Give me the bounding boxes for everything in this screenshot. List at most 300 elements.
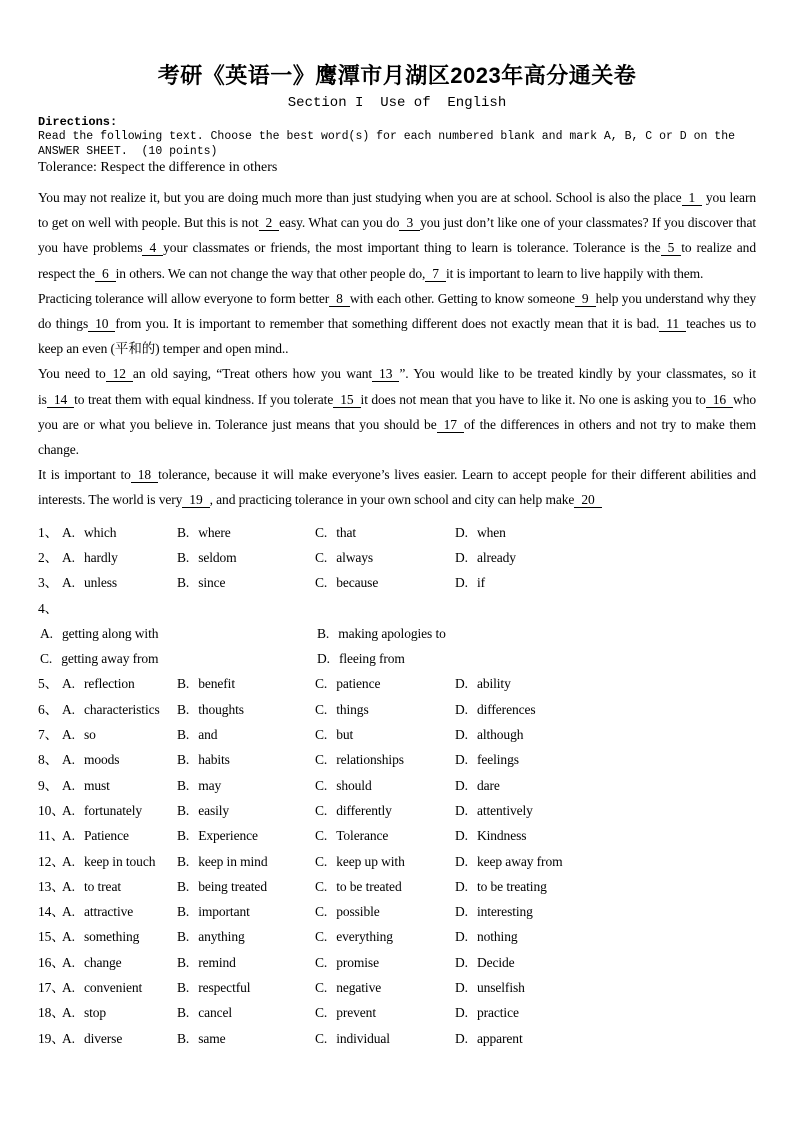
option-letter: D. [455,1030,468,1046]
option-text: nothing [476,929,518,945]
option-D [455,874,756,899]
option-C [315,773,455,798]
option-text: easily [198,802,230,818]
option-text: because [336,575,379,591]
cloze-blank-16: 16 [706,392,733,408]
option-text: Tolerance [336,828,389,844]
option-C [315,747,455,772]
question-first-cell [38,899,177,924]
option-letter: A. [62,929,75,945]
option-B [177,570,315,595]
option-letter: C. [315,575,328,591]
option-text: keep in touch [83,853,156,869]
question-number: 8、 [38,752,59,768]
page-title: 考研《英语一》鹰潭市月湖区2023年高分通关卷 [157,63,637,88]
cloze-blank-6: 6 [95,266,116,282]
option-A [62,778,110,793]
question-first-cell [38,1000,177,1025]
directions-label: Directions: [38,115,118,129]
question-number: 7、 [38,727,59,743]
question-number: 10、 [38,802,65,818]
option-letter: D. [455,549,468,565]
question-12 [38,849,756,874]
option-letter: B. [177,1005,190,1021]
option-A [62,904,133,919]
cloze-blank-14: 14 [47,392,74,408]
question-10 [38,798,756,823]
option-text: moods [83,752,120,768]
option-B [177,924,315,949]
option-text: attentively [476,802,533,818]
question-6 [38,697,756,722]
cloze-blank-10: 10 [88,316,115,332]
option-text: making apologies to [338,625,446,641]
option-B [177,874,315,899]
question-number: 15、 [38,929,65,945]
option-text: keep up with [336,853,405,869]
option-text: if [476,575,485,591]
option-D [455,747,756,772]
cloze-blank-5: 5 [661,240,682,256]
cloze-blank-4: 4 [142,240,163,256]
cloze-blank-12: 12 [106,366,133,382]
question-1 [38,520,756,545]
option-text: that [336,524,357,540]
option-A [62,727,96,742]
option-letter: D. [455,878,468,894]
option-letter: D. [455,727,468,743]
option-text: fleeing from [338,651,405,667]
option-letter: D. [455,828,468,844]
option-text: thoughts [198,701,244,717]
question-3 [38,570,756,595]
cloze-blank-15: 15 [333,392,360,408]
option-text: relationships [336,752,404,768]
question-number: 12、 [38,853,65,869]
option-text: getting along with [61,625,159,641]
question-number: 17、 [38,979,65,995]
option-letter: A. [62,752,75,768]
option-letter: C. [315,853,328,869]
option-C [315,545,455,570]
option-letter: B. [177,802,190,818]
option-letter: A. [62,701,75,717]
option-C [315,924,455,949]
option-letter: A. [62,676,75,692]
option-text: fortunately [83,802,143,818]
option-text: patience [336,676,381,692]
option-D [455,798,756,823]
option-D [455,545,756,570]
option-B [177,520,315,545]
option-text: Kindness [476,828,527,844]
question-first-cell [38,722,177,747]
option-C [315,570,455,595]
option-C [315,975,455,1000]
option-letter: D. [455,524,468,540]
option-C [315,1000,455,1025]
option-A [62,879,121,894]
option-A [62,525,116,540]
question-7 [38,722,756,747]
option-letter: B. [177,524,190,540]
option-letter: D. [455,701,468,717]
option-letter: B. [177,777,190,793]
question-first-cell [38,671,177,696]
option-letter: A. [62,904,75,920]
option-D [455,899,756,924]
option-A [62,955,122,970]
question-15 [38,924,756,949]
option-text: cancel [198,1005,233,1021]
option-text: dare [476,777,500,793]
question-first-cell [38,747,177,772]
option-letter: A. [62,979,75,995]
option-text: keep away from [476,853,563,869]
option-letter: A. [62,878,75,894]
option-letter: C. [315,929,328,945]
option-B [177,1026,315,1051]
option-A [62,752,119,767]
option-B [177,798,315,823]
question-17 [38,975,756,1000]
option-text: prevent [336,1005,376,1021]
cloze-blank-1: 1 [682,190,703,206]
passage [38,185,756,513]
option-text: ability [476,676,511,692]
question-first-cell [38,874,177,899]
option-letter: A. [62,575,75,591]
option-C [315,823,455,848]
question-4-options-row [38,646,756,671]
option-text: benefit [198,676,235,692]
cloze-blank-17: 17 [437,417,464,433]
option-letter: B. [177,752,190,768]
option-C [315,899,455,924]
option-A [62,702,160,717]
option-B [177,671,315,696]
option-letter: D. [455,802,468,818]
option-letter: D. [317,651,330,667]
question-16 [38,950,756,975]
question-14 [38,899,756,924]
question-13 [38,874,756,899]
option-letter: B. [177,727,190,743]
option-B [317,621,756,646]
question-4-number-row [38,596,756,621]
option-text: respectful [198,979,251,995]
option-letter: A. [62,853,75,869]
option-letter: C. [315,802,328,818]
question-19 [38,1026,756,1051]
paragraph: You need to 12 an old saying, “Treat others how you want 13 ”. You would like to be treated kindly by your classmates, so it is 14 to treat them with equal kindness. If you tolerate 15 it does not mean that you have to like it. No one is asking you to 16 who you are or what you believe in. Tolerance just means that you should be 17 of the differences in others and not try to make them change. [38,366,756,458]
question-first-cell [38,570,177,595]
option-letter: D. [455,575,468,591]
option-letter: C. [315,701,328,717]
section-heading: Section I Use of English [287,95,507,111]
option-C [315,1026,455,1051]
option-letter: C. [315,727,328,743]
option-text: Decide [476,954,515,970]
option-letter: D. [455,853,468,869]
cloze-blank-19: 19 [182,492,209,508]
option-letter: B. [177,878,190,894]
option-C [315,671,455,696]
option-B [177,823,315,848]
option-A [62,676,135,691]
option-letter: B. [177,929,190,945]
question-number: 6、 [38,701,59,717]
question-number: 14、 [38,904,65,920]
option-text: being treated [198,878,267,894]
option-B [177,849,315,874]
option-D [455,773,756,798]
option-D [455,671,756,696]
option-text: practice [476,1005,519,1021]
option-letter: A. [62,802,75,818]
option-letter: D. [455,979,468,995]
option-text: important [198,904,250,920]
option-D [455,722,756,747]
option-text: unselfish [476,979,525,995]
question-number: 4、 [38,600,59,616]
option-letter: A. [40,625,53,641]
option-text: stop [83,1005,107,1021]
question-first-cell [38,823,177,848]
option-letter: C. [315,979,328,995]
option-letter: B. [177,575,190,591]
option-text: possible [336,904,380,920]
option-text: anything [198,929,245,945]
option-C [315,849,455,874]
option-C [315,950,455,975]
option-letter: D. [455,954,468,970]
directions-text: Read the following text. Choose the best word(s) for each numbered blank and mark A, B, C or D on the ANSWER SHEET. (10 points) [38,130,742,158]
question-first-cell [38,545,177,570]
option-letter: B. [317,625,330,641]
option-letter: C. [40,651,53,667]
option-B [177,747,315,772]
question-4-options-row [38,621,756,646]
option-letter: A. [62,1005,75,1021]
option-text: same [198,1030,226,1046]
option-letter: B. [177,549,190,565]
cloze-blank-20: 20 [574,492,601,508]
paragraph: It is important to 18 tolerance, because it will make everyone’s lives easier. Learn to accept people for their different abilities and interests. The world is very 19 , and practicing tolerance in your own school and city can help make 20 [38,467,756,508]
question-2 [38,545,756,570]
cloze-blank-2: 2 [259,215,280,231]
option-letter: C. [315,878,328,894]
option-C [315,798,455,823]
question-number: 18、 [38,1005,65,1021]
option-letter: C. [315,777,328,793]
question-first-cell [38,849,177,874]
option-text: hardly [83,549,118,565]
option-text: characteristics [83,701,160,717]
option-A [62,929,139,944]
option-C [315,722,455,747]
option-letter: C. [315,828,328,844]
question-first-cell [38,924,177,949]
option-letter: A. [62,524,75,540]
option-C [40,646,317,671]
option-B [177,899,315,924]
option-B [177,697,315,722]
question-18 [38,1000,756,1025]
option-letter: D. [455,1005,468,1021]
question-number: 19、 [38,1030,65,1046]
option-text: since [198,575,226,591]
option-letter: C. [315,1005,328,1021]
option-text: so [83,727,96,743]
option-letter: A. [62,549,75,565]
option-B [177,950,315,975]
option-text: negative [336,979,382,995]
question-number: 5、 [38,676,59,692]
option-D [455,823,756,848]
option-text: Experience [198,828,258,844]
option-letter: D. [455,752,468,768]
option-text: and [198,727,218,743]
cloze-blank-7: 7 [425,266,446,282]
option-letter: A. [62,1030,75,1046]
option-text: change [83,954,122,970]
option-text: apparent [476,1030,523,1046]
option-text: always [336,549,374,565]
option-B [177,1000,315,1025]
option-letter: C. [315,1030,328,1046]
question-first-cell [38,950,177,975]
question-first-cell [38,975,177,1000]
option-letter: B. [177,701,190,717]
option-A [62,1005,106,1020]
question-8 [38,747,756,772]
option-text: habits [198,752,230,768]
option-letter: C. [315,549,328,565]
option-text: getting away from [61,651,159,667]
cloze-blank-18: 18 [131,467,158,483]
option-text: interesting [476,904,533,920]
option-text: to be treating [476,878,547,894]
option-text: reflection [83,676,135,692]
question-number: 3、 [38,575,59,591]
option-D [455,570,756,595]
option-A [62,854,155,869]
cloze-blank-3: 3 [399,215,420,231]
option-letter: B. [177,954,190,970]
option-C [315,874,455,899]
option-letter: A. [62,954,75,970]
paragraph: Practicing tolerance will allow everyone to form better 8 with each other. Getting to know someone 9 help you understand why they do things 10 from you. It is important to remember that something different does not exactly mean that it is bad. 11 teaches us to keep an even (平和的) temper and open mind.. [38,290,757,357]
option-D [455,975,756,1000]
question-first-cell [38,798,177,823]
option-B [177,975,315,1000]
question-11 [38,823,756,848]
question-first-cell [38,520,177,545]
option-letter: B. [177,828,190,844]
option-text: must [83,777,110,793]
option-C [315,697,455,722]
option-text: something [83,929,140,945]
cloze-blank-8: 8 [329,291,350,307]
option-text: seldom [198,549,237,565]
option-text: convenient [83,979,143,995]
option-D [317,646,756,671]
option-text: diverse [83,1030,123,1046]
option-letter: A. [62,828,75,844]
question-first-cell [38,1026,177,1051]
option-B [177,722,315,747]
option-text: Patience [83,828,129,844]
option-A [62,803,142,818]
option-B [177,773,315,798]
option-D [455,950,756,975]
question-number: 13、 [38,878,65,894]
option-text: attractive [83,904,134,920]
option-letter: A. [62,777,75,793]
question-number: 2、 [38,549,59,565]
option-C [315,520,455,545]
option-A [62,550,118,565]
question-9 [38,773,756,798]
option-letter: C. [315,752,328,768]
option-letter: B. [177,979,190,995]
option-letter: C. [315,954,328,970]
cloze-blank-13: 13 [372,366,399,382]
option-letter: D. [455,904,468,920]
option-letter: C. [315,676,328,692]
option-text: where [198,524,231,540]
option-A [62,1031,122,1046]
option-D [455,924,756,949]
option-letter: A. [62,727,75,743]
option-text: differently [336,802,392,818]
option-D [455,697,756,722]
option-text: to be treated [336,878,402,894]
option-letter: C. [315,904,328,920]
option-A [62,575,117,590]
option-text: feelings [476,752,519,768]
question-number: 16、 [38,954,65,970]
option-letter: B. [177,853,190,869]
passage-title: Tolerance: Respect the difference in others [38,160,278,175]
option-text: promise [336,954,379,970]
questions-list [38,520,756,1051]
option-letter: B. [177,1030,190,1046]
option-letter: B. [177,676,190,692]
cloze-blank-9: 9 [575,291,596,307]
option-text: which [83,524,117,540]
option-letter: D. [455,929,468,945]
option-letter: B. [177,904,190,920]
question-first-cell [38,697,177,722]
option-text: should [336,777,372,793]
question-5 [38,671,756,696]
option-text: when [476,524,506,540]
cloze-blank-11: 11 [659,316,686,332]
option-text: differences [476,701,536,717]
question-number: 9、 [38,777,59,793]
option-text: everything [336,929,393,945]
option-A [62,828,129,843]
option-D [455,1026,756,1051]
option-text: things [336,701,369,717]
option-letter: D. [455,777,468,793]
option-letter: C. [315,524,328,540]
option-text: keep in mind [198,853,268,869]
option-A [62,980,142,995]
question-first-cell [38,773,177,798]
